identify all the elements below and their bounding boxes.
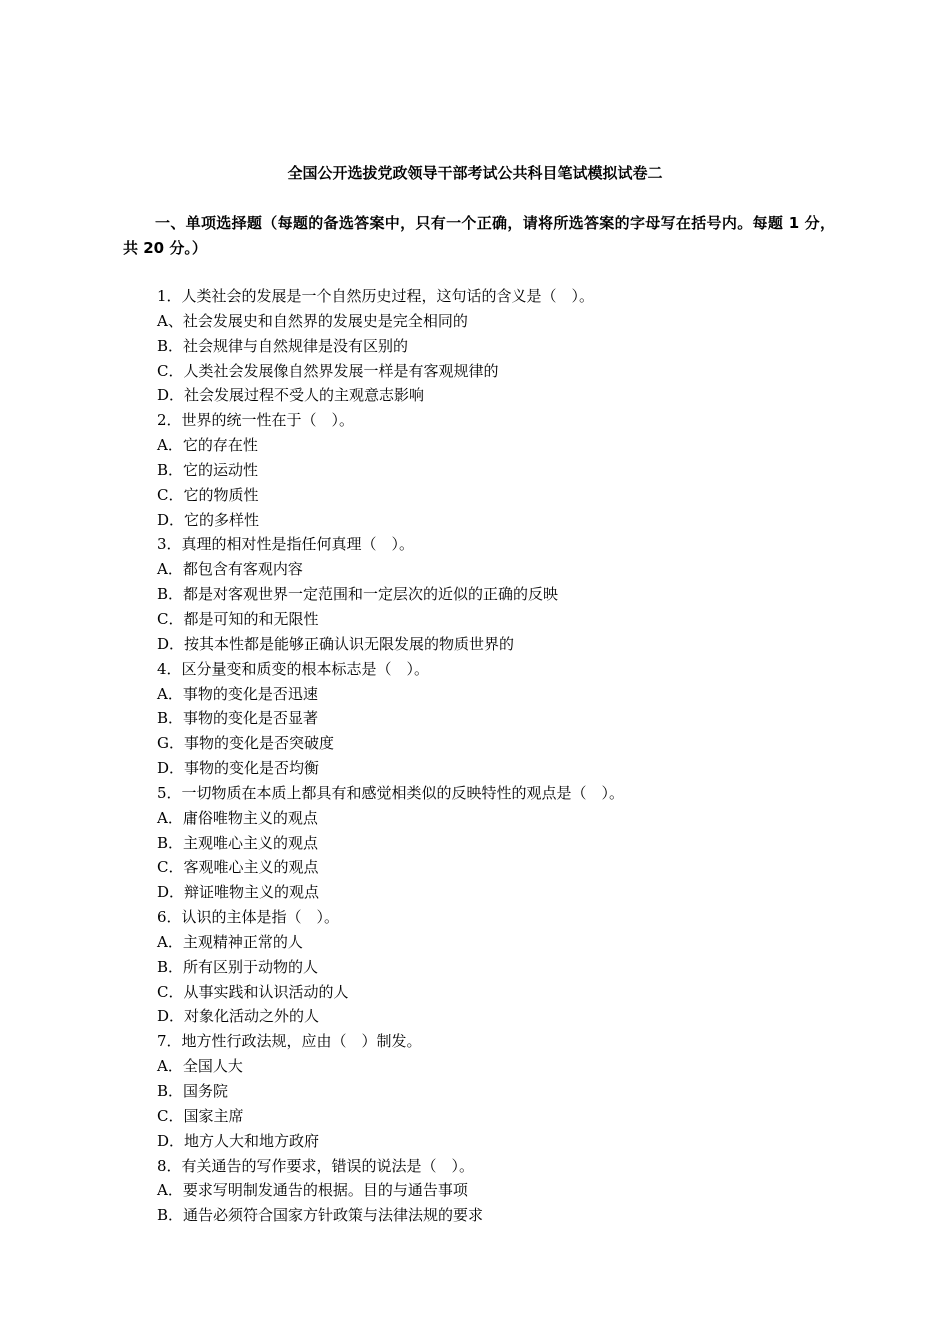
question-stem: 8．有关通告的写作要求，错误的说法是（ ）。 (157, 1156, 475, 1175)
question-stem: 1．人类社会的发展是一个自然历史过程，这句话的含义是（ ）。 (157, 287, 595, 305)
answer-option: B．通告必须符合国家方针政策与法律法规的要求 (157, 1206, 484, 1225)
answer-option: A．它的存在性 (157, 436, 258, 455)
answer-option: B．所有区别于动物的人 (157, 957, 319, 976)
answer-option: C．从事实践和认识活动的人 (157, 982, 349, 1001)
answer-option: D．它的多样性 (157, 510, 260, 529)
answer-option: C．它的物质性 (157, 485, 259, 504)
answer-option: B．都是对客观世界一定范围和一定层次的近似的正确的反映 (157, 585, 559, 604)
answer-option: C．都是可知的和无限性 (157, 609, 319, 628)
question-stem: 5．一切物质在本质上都具有和感觉相类似的反映特性的观点是（ ）。 (157, 783, 625, 802)
question-stem: 6．认识的主体是指（ ）。 (157, 908, 340, 927)
answer-option: A．都包含有客观内容 (157, 560, 303, 579)
answer-option: D．按其本性都是能够正确认识无限发展的物质世界的 (157, 634, 515, 653)
question-stem: 3．真理的相对性是指任何真理（ ）。 (157, 535, 415, 554)
answer-option: D．事物的变化是否均衡 (157, 759, 320, 778)
answer-option: A．事物的变化是否迅速 (157, 684, 318, 703)
question-stem: 7．地方性行政法规，应由（ ）制发。 (157, 1032, 422, 1051)
answer-option: A．全国人大 (157, 1057, 243, 1076)
answer-option: C．客观唯心主义的观点 (157, 858, 319, 877)
answer-option: D．对象化活动之外的人 (157, 1007, 320, 1026)
answer-option: A．要求写明制发通告的根据。目的与通告事项 (157, 1181, 468, 1200)
answer-option: A．主观精神正常的人 (157, 932, 303, 951)
answer-option: B．国务院 (157, 1082, 229, 1100)
answer-option: B．主观唯心主义的观点 (157, 833, 319, 852)
answer-option: C．国家主席 (157, 1106, 244, 1125)
answer-option: D．社会发展过程不受人的主观意志影响 (157, 386, 425, 405)
answer-option: B．社会规律与自然规律是没有区别的 (157, 336, 409, 355)
answer-option: D．辩证唯物主义的观点 (157, 883, 320, 902)
answer-option: G．事物的变化是否突破度 (157, 734, 334, 753)
answer-option: D．地方人大和地方政府 (157, 1131, 320, 1150)
answer-option: B．它的运动性 (157, 460, 259, 479)
section-heading: 一、单项选择题（每题的备选答案中，只有一个正确，请将所选答案的字母写在括号内。每题 1 分，共 20 分。） (123, 214, 835, 257)
answer-option: C．人类社会发展像自然界发展一样是有客观规律的 (157, 361, 499, 380)
answer-option: B．事物的变化是否显著 (157, 709, 319, 728)
answer-option: A．庸俗唯物主义的观点 (157, 808, 318, 827)
question-list (157, 284, 837, 1228)
document-title: 全国公开选拔党政领导干部考试公共科目笔试模拟试卷二 (287, 164, 663, 182)
question-stem: 4．区分量变和质变的根本标志是（ ）。 (157, 659, 430, 678)
answer-option: A、社会发展史和自然界的发展史是完全相同的 (157, 311, 468, 330)
question-stem: 2．世界的统一性在于（ ）。 (157, 411, 355, 430)
